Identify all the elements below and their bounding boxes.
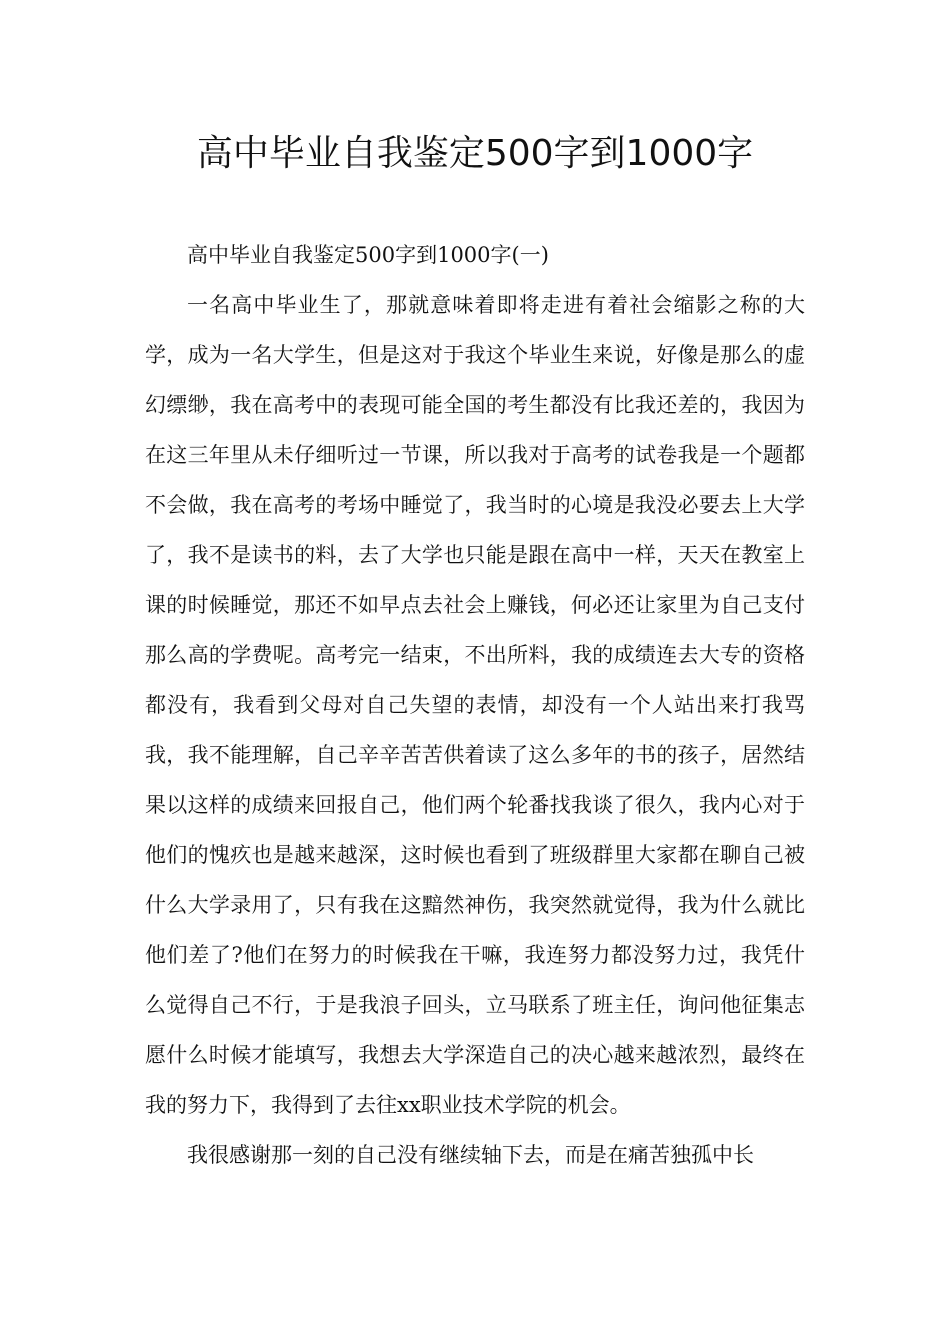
section-heading: 高中毕业自我鉴定500字到1000字(一) [187,243,549,267]
document-title: 高中毕业自我鉴定500字到1000字 [196,133,754,174]
document-body [145,230,805,1180]
paragraph-1: 一名高中毕业生了，那就意味着即将走进有着社会缩影之称的大学，成为一名大学生，但是这对于我这个毕业生来说，好像是那么的虚幻缥缈，我在高考中的表现可能全国的考生都没有比我还差的，我因为在这三年里从未仔细听过一节课，所以我对于高考的试卷我是一个题都不会做，我在高考的考场中睡觉了，我当时的心境是我没必要去上大学了，我不是读书的料，去了大学也只能是跟在高中一样，天天在教室上课的时候睡觉，那还不如早点去社会上赚钱，何必还让家里为自己支付那么高的学费呢。高考完一结束，不出所料，我的成绩连去大专的资格都没有，我看到父母对自己失望的表情，却没有一个人站出来打我骂我，我不能理解，自己辛辛苦苦供着读了这么多年的书的孩子，居然结果以这样的成绩来回报自己，他们两个轮番找我谈了很久，我内心对于他们的愧疚也是越来越深，这时候也看到了班级群里大家都在聊自己被什么大学录用了，只有我在这黯然神伤，我突然就觉得，我为什么就比他们差了?他们在努力的时候我在干嘛，我连努力都没努力过，我凭什么觉得自己不行，于是我浪子回头，立马联系了班主任，询问他征集志愿什么时候才能填写，我想去大学深造自己的决心越来越浓烈，最终在我的努力下，我得到了去往xx职业技术学院的机会。 [145,293,805,1117]
paragraph-2: 我很感谢那一刻的自己没有继续轴下去，而是在痛苦独孤中长 [187,1143,754,1167]
